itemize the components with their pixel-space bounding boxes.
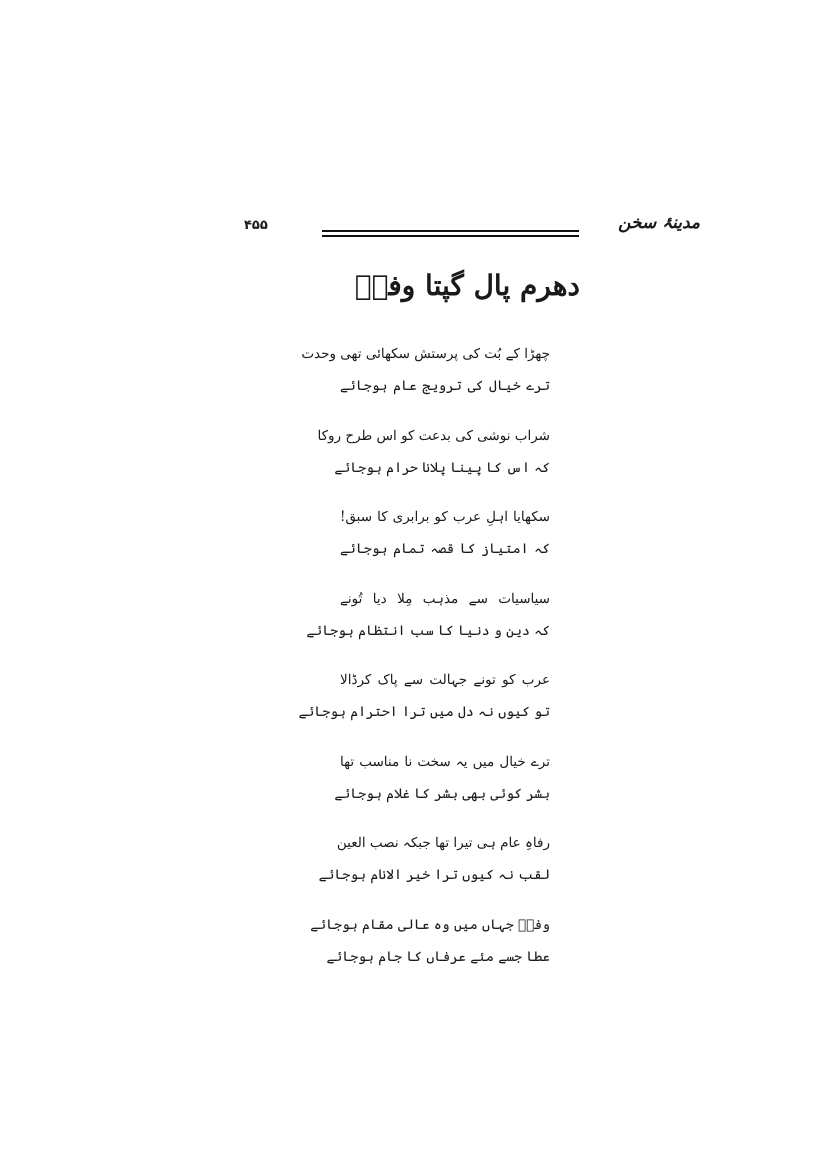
header-rule [322,235,579,237]
stanza [334,746,550,828]
verse-line: لقب نہ کیوں ترا خیر الانام ہوجائے [318,867,550,883]
stanza [340,501,550,583]
verse-line: سیاسیات سے مذہب مِلا دیا تُونے [340,590,550,607]
stanza [310,909,550,991]
verse-line: رفاہِ عام ہی تیرا تھا جبکہ نصب العین [336,835,550,851]
verse-line: کہ اس کا پینا پلانا حرام ہوجائے [334,459,550,476]
stanza [298,664,550,746]
verse-line: وفاؔ جہاں میں وہ عالی مقام ہوجائے [310,916,550,933]
verse-line: عطا جسے مئے عرفاں کا جام ہوجائے [326,948,550,965]
verse-line: ترے خیال میں یہ سخت نا مناسب تھا [340,753,550,770]
poem-title: دھرم پال گپتا وفاؔ [354,269,580,302]
verse-line: سکھایا اہلِ عرب کو برابری کا سبق! [340,509,550,525]
verse-line: کہ دین و دنیا کا سب انتظام ہوجائے [306,622,550,639]
verse-line: تو کیوں نہ دل میں ترا احترام ہوجائے [298,704,550,720]
verse-line: عرب کو تونے جہالت سے پاک کرڈالا [340,672,550,688]
verse-line: چھڑا کے بُت کی پرستش سکھائی تھی وحدت [301,346,550,362]
verse-line: بشر کوئی بھی بشر کا غلام ہوجائے [334,785,550,802]
stanza [306,583,550,665]
stanza [301,338,550,420]
stanza [317,420,550,502]
verse-line: کہ امتیاز کا قصہ تمام ہوجائے [340,541,550,557]
stanza [318,827,550,909]
header-rule [322,230,579,232]
page-number: ۴۵۵ [244,218,268,233]
verse-line: شراب نوشی کی بدعت کو اس طرح روکا [317,427,550,444]
poem [298,338,550,990]
verse-line: ترے خیال کی ترویج عام ہوجائے [340,378,550,394]
running-head: مدینۂ سخن [618,213,700,233]
